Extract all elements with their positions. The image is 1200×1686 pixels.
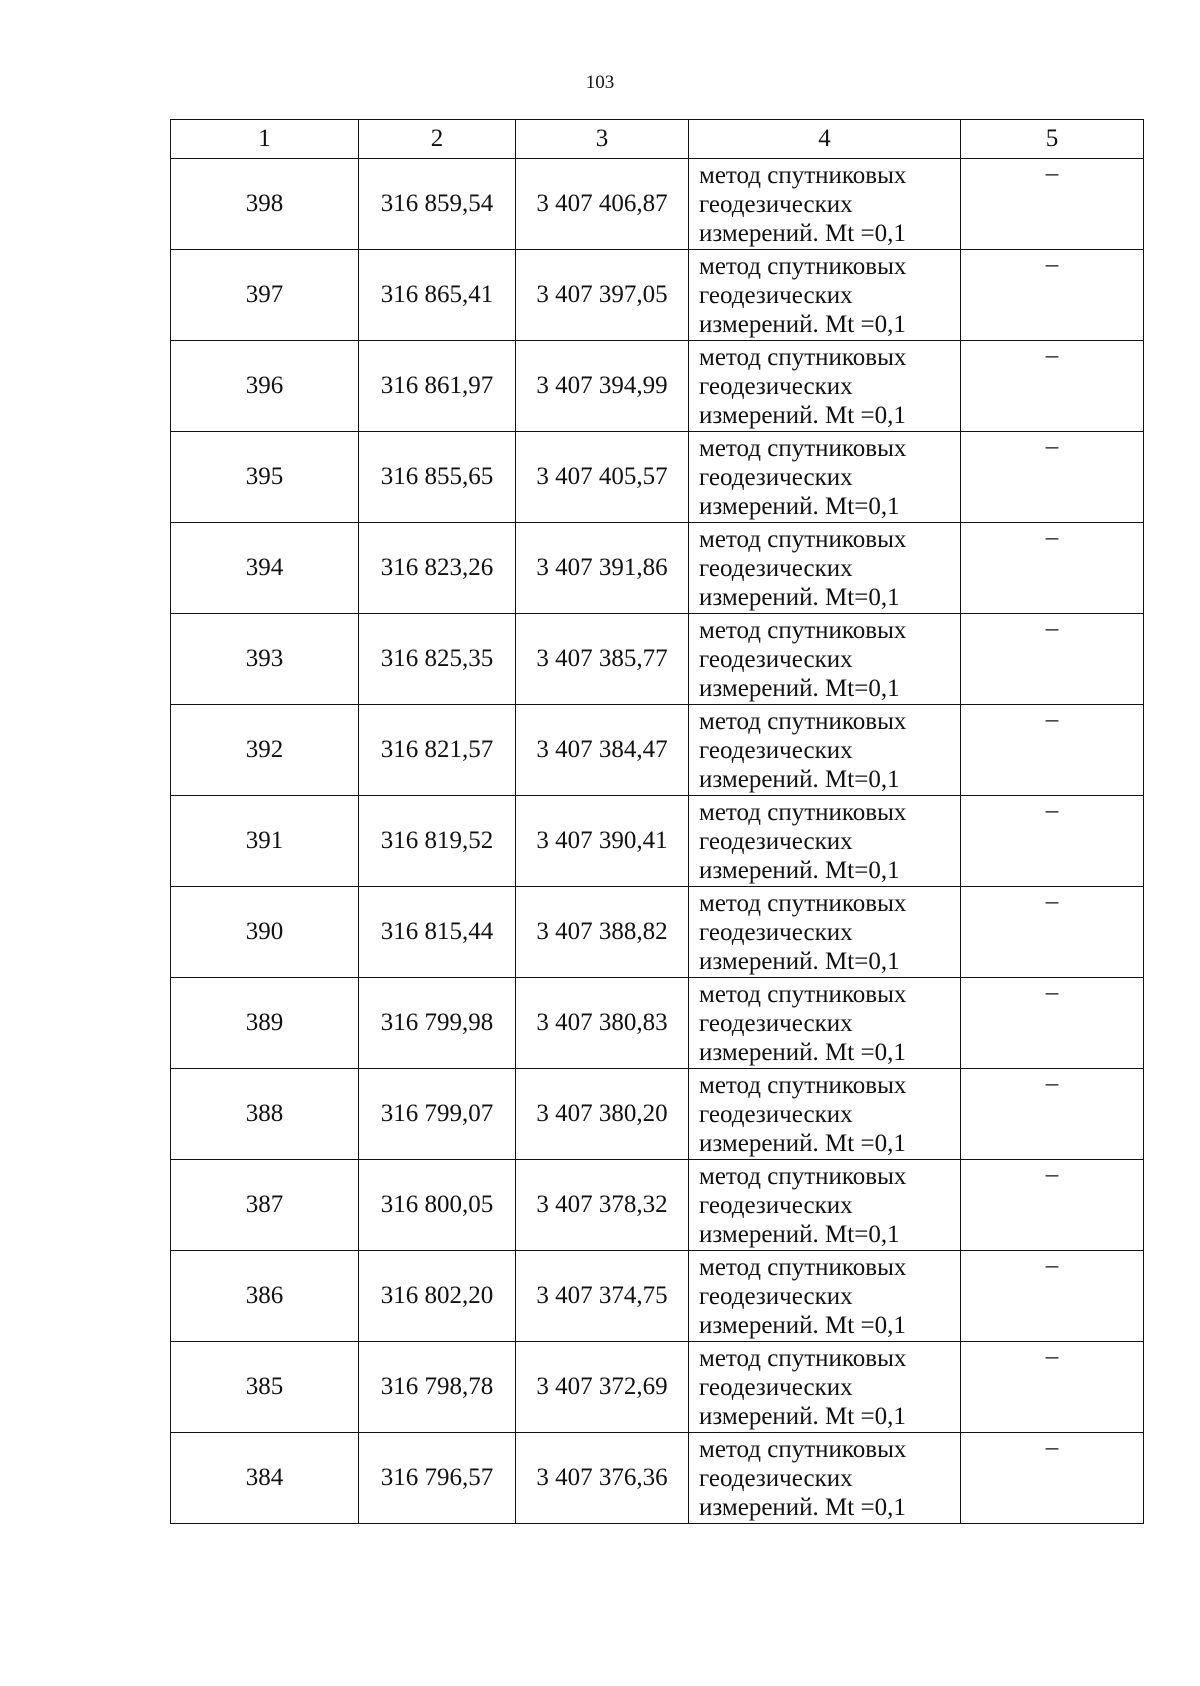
table-row xyxy=(171,1251,1144,1342)
method-line: геодезических xyxy=(699,736,853,764)
method-cell xyxy=(689,341,961,432)
note-cell: – xyxy=(961,250,1144,341)
method-cell xyxy=(689,159,961,250)
method-cell xyxy=(689,705,961,796)
y-coordinate-cell: 3 407 391,86 xyxy=(516,523,689,614)
point-number-cell: 389 xyxy=(171,978,359,1069)
method-line: геодезических xyxy=(699,918,853,946)
method-cell xyxy=(689,614,961,705)
method-line: измерений. Mt =0,1 xyxy=(699,1311,906,1339)
method-cell xyxy=(689,432,961,523)
column-header-2: 2 xyxy=(359,120,516,159)
column-header-3: 3 xyxy=(516,120,689,159)
note-cell: – xyxy=(961,1069,1144,1160)
table-row xyxy=(171,341,1144,432)
method-line: геодезических xyxy=(699,463,853,491)
y-coordinate-cell: 3 407 390,41 xyxy=(516,796,689,887)
method-line: измерений. Mt =0,1 xyxy=(699,1129,906,1157)
method-line: измерений. Mt=0,1 xyxy=(699,674,900,702)
x-coordinate-cell: 316 815,44 xyxy=(359,887,516,978)
table-row xyxy=(171,705,1144,796)
table-row xyxy=(171,159,1144,250)
y-coordinate-cell: 3 407 388,82 xyxy=(516,887,689,978)
method-line: метод спутниковых xyxy=(699,161,907,189)
method-line: измерений. Mt=0,1 xyxy=(699,583,900,611)
point-number-cell: 385 xyxy=(171,1342,359,1433)
method-line: метод спутниковых xyxy=(699,1071,907,1099)
method-cell xyxy=(689,796,961,887)
method-cell xyxy=(689,523,961,614)
y-coordinate-cell: 3 407 405,57 xyxy=(516,432,689,523)
point-number-cell: 395 xyxy=(171,432,359,523)
x-coordinate-cell: 316 799,98 xyxy=(359,978,516,1069)
note-cell: – xyxy=(961,1251,1144,1342)
method-cell xyxy=(689,1160,961,1251)
table-header xyxy=(171,120,1144,159)
method-line: геодезических xyxy=(699,190,853,218)
header-row xyxy=(171,120,1144,159)
method-line: метод спутниковых xyxy=(699,1253,907,1281)
y-coordinate-cell: 3 407 372,69 xyxy=(516,1342,689,1433)
method-line: метод спутниковых xyxy=(699,798,907,826)
table-row xyxy=(171,887,1144,978)
method-line: измерений. Mt=0,1 xyxy=(699,947,900,975)
note-cell: – xyxy=(961,1160,1144,1251)
coordinates-table xyxy=(170,119,1144,1524)
page-number: 103 xyxy=(585,72,615,93)
y-coordinate-cell: 3 407 378,32 xyxy=(516,1160,689,1251)
y-coordinate-cell: 3 407 397,05 xyxy=(516,250,689,341)
method-line: геодезических xyxy=(699,554,853,582)
note-cell: – xyxy=(961,705,1144,796)
table-row xyxy=(171,1342,1144,1433)
note-cell: – xyxy=(961,978,1144,1069)
method-line: метод спутниковых xyxy=(699,1435,907,1463)
table-row xyxy=(171,1160,1144,1251)
method-line: геодезических xyxy=(699,827,853,855)
table-row xyxy=(171,250,1144,341)
method-line: измерений. Mt=0,1 xyxy=(699,856,900,884)
note-cell: – xyxy=(961,1433,1144,1524)
y-coordinate-cell: 3 407 380,83 xyxy=(516,978,689,1069)
method-line: метод спутниковых xyxy=(699,525,907,553)
x-coordinate-cell: 316 798,78 xyxy=(359,1342,516,1433)
method-cell xyxy=(689,1433,961,1524)
method-cell xyxy=(689,1342,961,1433)
method-cell xyxy=(689,887,961,978)
table-body xyxy=(171,159,1144,1524)
table-row xyxy=(171,432,1144,523)
x-coordinate-cell: 316 802,20 xyxy=(359,1251,516,1342)
method-line: геодезических xyxy=(699,1464,853,1492)
x-coordinate-cell: 316 800,05 xyxy=(359,1160,516,1251)
method-line: метод спутниковых xyxy=(699,616,907,644)
method-line: измерений. Mt=0,1 xyxy=(699,765,900,793)
point-number-cell: 387 xyxy=(171,1160,359,1251)
note-cell: – xyxy=(961,341,1144,432)
column-header-4: 4 xyxy=(689,120,961,159)
method-line: геодезических xyxy=(699,645,853,673)
method-line: метод спутниковых xyxy=(699,343,907,371)
method-line: измерений. Mt =0,1 xyxy=(699,1493,906,1521)
note-cell: – xyxy=(961,887,1144,978)
x-coordinate-cell: 316 859,54 xyxy=(359,159,516,250)
table-row xyxy=(171,523,1144,614)
method-line: геодезических xyxy=(699,281,853,309)
method-line: метод спутниковых xyxy=(699,707,907,735)
point-number-cell: 394 xyxy=(171,523,359,614)
table-row xyxy=(171,614,1144,705)
x-coordinate-cell: 316 823,26 xyxy=(359,523,516,614)
method-line: метод спутниковых xyxy=(699,889,907,917)
point-number-cell: 388 xyxy=(171,1069,359,1160)
note-cell: – xyxy=(961,159,1144,250)
column-header-1: 1 xyxy=(171,120,359,159)
table-row xyxy=(171,978,1144,1069)
note-cell: – xyxy=(961,432,1144,523)
method-line: измерений. Mt =0,1 xyxy=(699,1038,906,1066)
point-number-cell: 393 xyxy=(171,614,359,705)
method-cell xyxy=(689,1069,961,1160)
method-line: измерений. Mt =0,1 xyxy=(699,1402,906,1430)
point-number-cell: 396 xyxy=(171,341,359,432)
point-number-cell: 390 xyxy=(171,887,359,978)
method-line: геодезических xyxy=(699,372,853,400)
x-coordinate-cell: 316 865,41 xyxy=(359,250,516,341)
point-number-cell: 397 xyxy=(171,250,359,341)
x-coordinate-cell: 316 825,35 xyxy=(359,614,516,705)
method-line: метод спутниковых xyxy=(699,252,907,280)
y-coordinate-cell: 3 407 376,36 xyxy=(516,1433,689,1524)
method-line: измерений. Mt=0,1 xyxy=(699,492,900,520)
note-cell: – xyxy=(961,523,1144,614)
note-cell: – xyxy=(961,1342,1144,1433)
point-number-cell: 386 xyxy=(171,1251,359,1342)
method-line: метод спутниковых xyxy=(699,1162,907,1190)
x-coordinate-cell: 316 819,52 xyxy=(359,796,516,887)
method-line: метод спутниковых xyxy=(699,980,907,1008)
y-coordinate-cell: 3 407 385,77 xyxy=(516,614,689,705)
point-number-cell: 392 xyxy=(171,705,359,796)
method-line: геодезических xyxy=(699,1282,853,1310)
method-cell xyxy=(689,250,961,341)
x-coordinate-cell: 316 821,57 xyxy=(359,705,516,796)
column-header-5: 5 xyxy=(961,120,1144,159)
y-coordinate-cell: 3 407 384,47 xyxy=(516,705,689,796)
x-coordinate-cell: 316 855,65 xyxy=(359,432,516,523)
table-row xyxy=(171,1433,1144,1524)
point-number-cell: 391 xyxy=(171,796,359,887)
method-line: измерений. Mt =0,1 xyxy=(699,401,906,429)
note-cell: – xyxy=(961,614,1144,705)
y-coordinate-cell: 3 407 394,99 xyxy=(516,341,689,432)
table-row xyxy=(171,796,1144,887)
x-coordinate-cell: 316 796,57 xyxy=(359,1433,516,1524)
point-number-cell: 398 xyxy=(171,159,359,250)
method-line: измерений. Mt=0,1 xyxy=(699,1220,900,1248)
table-row xyxy=(171,1069,1144,1160)
method-line: геодезических xyxy=(699,1191,853,1219)
x-coordinate-cell: 316 799,07 xyxy=(359,1069,516,1160)
point-number-cell: 384 xyxy=(171,1433,359,1524)
method-line: геодезических xyxy=(699,1373,853,1401)
method-line: геодезических xyxy=(699,1100,853,1128)
y-coordinate-cell: 3 407 406,87 xyxy=(516,159,689,250)
y-coordinate-cell: 3 407 374,75 xyxy=(516,1251,689,1342)
note-cell: – xyxy=(961,796,1144,887)
method-line: геодезических xyxy=(699,1009,853,1037)
method-line: измерений. Mt =0,1 xyxy=(699,219,906,247)
x-coordinate-cell: 316 861,97 xyxy=(359,341,516,432)
y-coordinate-cell: 3 407 380,20 xyxy=(516,1069,689,1160)
method-line: метод спутниковых xyxy=(699,1344,907,1372)
method-line: измерений. Mt =0,1 xyxy=(699,310,906,338)
method-line: метод спутниковых xyxy=(699,434,907,462)
method-cell xyxy=(689,1251,961,1342)
method-cell xyxy=(689,978,961,1069)
